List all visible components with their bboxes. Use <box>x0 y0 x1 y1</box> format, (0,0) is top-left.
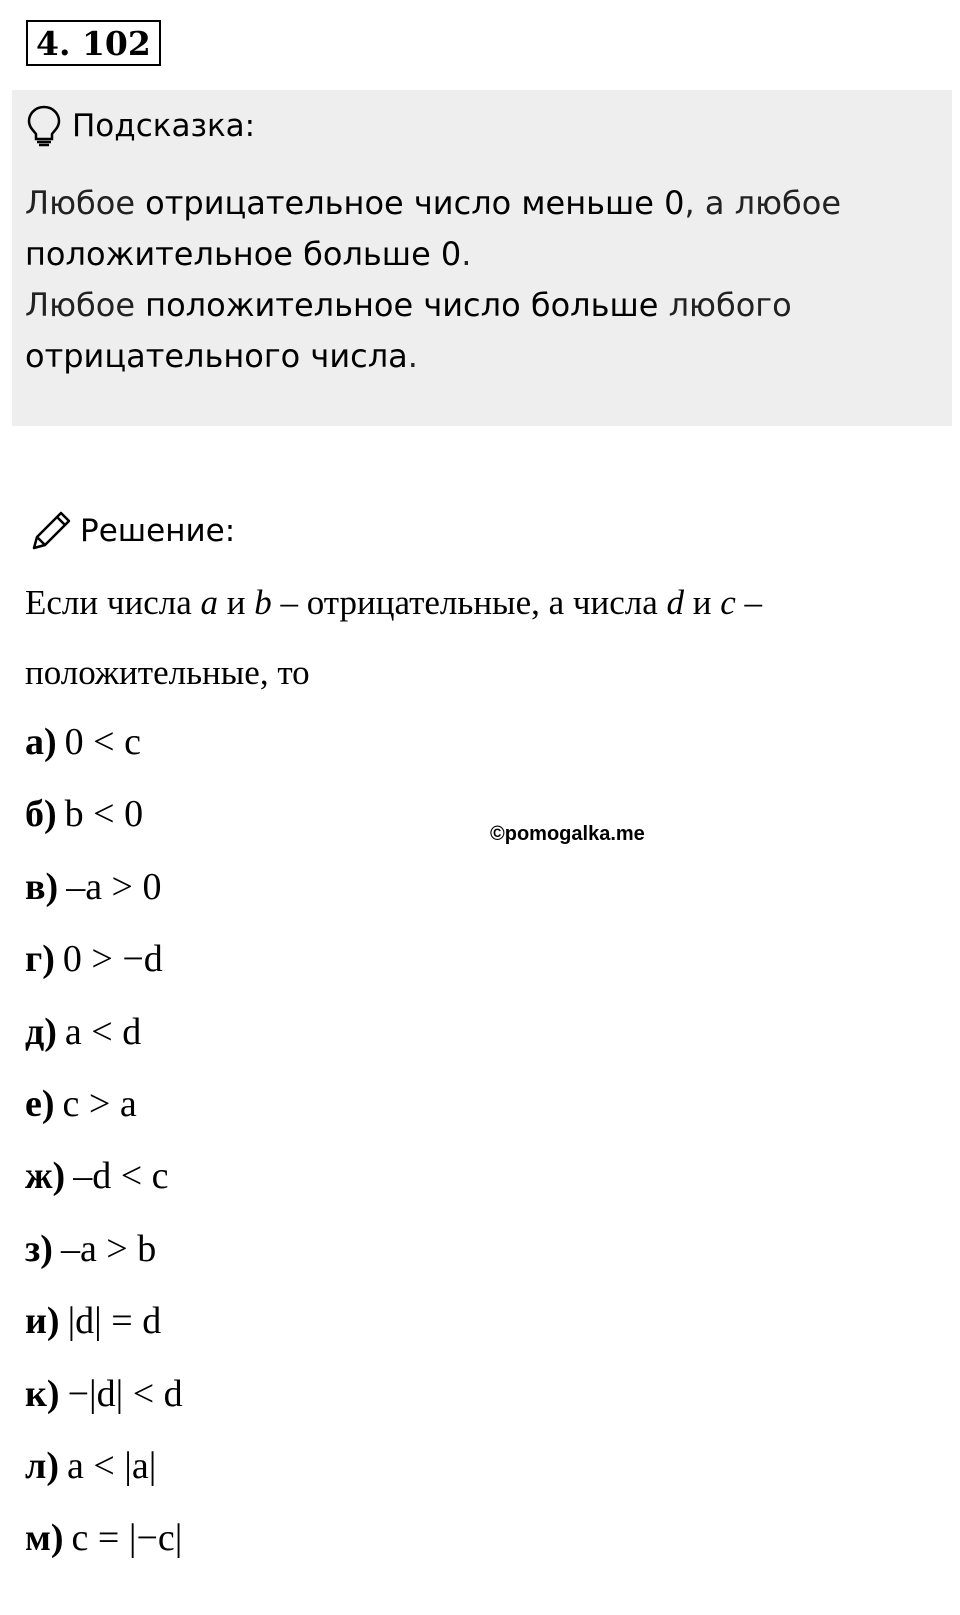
hint-line-4: отрицательного числа. <box>25 337 418 375</box>
answer-item: и) |d| = d <box>25 1300 162 1343</box>
answer-item: в) –a > 0 <box>25 865 162 908</box>
hint-line-2: положительное больше 0. <box>25 235 472 273</box>
answer-item: г) 0 > −d <box>25 938 163 981</box>
answer-item: а) 0 < c <box>25 721 141 763</box>
problem-number: 4. 102 <box>26 20 161 66</box>
solution-header <box>28 508 235 554</box>
answer-item: м) c = |−c| <box>25 1517 183 1560</box>
hint-title: Подсказка: <box>72 108 256 144</box>
solution-title: Решение: <box>80 513 236 549</box>
answer-item: к) −|d| < d <box>25 1372 183 1415</box>
hint-text <box>25 178 935 382</box>
hint-line-1: Любое отрицательное число меньше 0, а любое <box>25 184 842 222</box>
hint-box <box>12 90 952 426</box>
answer-item: з) –a > b <box>25 1227 157 1270</box>
answer-item: ж) –d < c <box>25 1155 169 1198</box>
lightbulb-icon <box>26 104 62 148</box>
hint-line-3: Любое положительное число больше любого <box>25 286 792 324</box>
watermark: ©pomogalka.me <box>490 823 645 845</box>
solution-intro: Если числа a и b – отрицательные, а числа d и c – положительные, то <box>25 583 763 692</box>
answer-item: д) a < d <box>25 1010 142 1053</box>
answer-item: е) c > a <box>25 1082 137 1125</box>
pencil-icon <box>28 508 74 554</box>
answer-item: л) a < |a| <box>25 1444 157 1487</box>
hint-header <box>26 100 255 152</box>
answer-list <box>25 706 183 1575</box>
answer-item: б) b < 0 <box>25 793 144 836</box>
